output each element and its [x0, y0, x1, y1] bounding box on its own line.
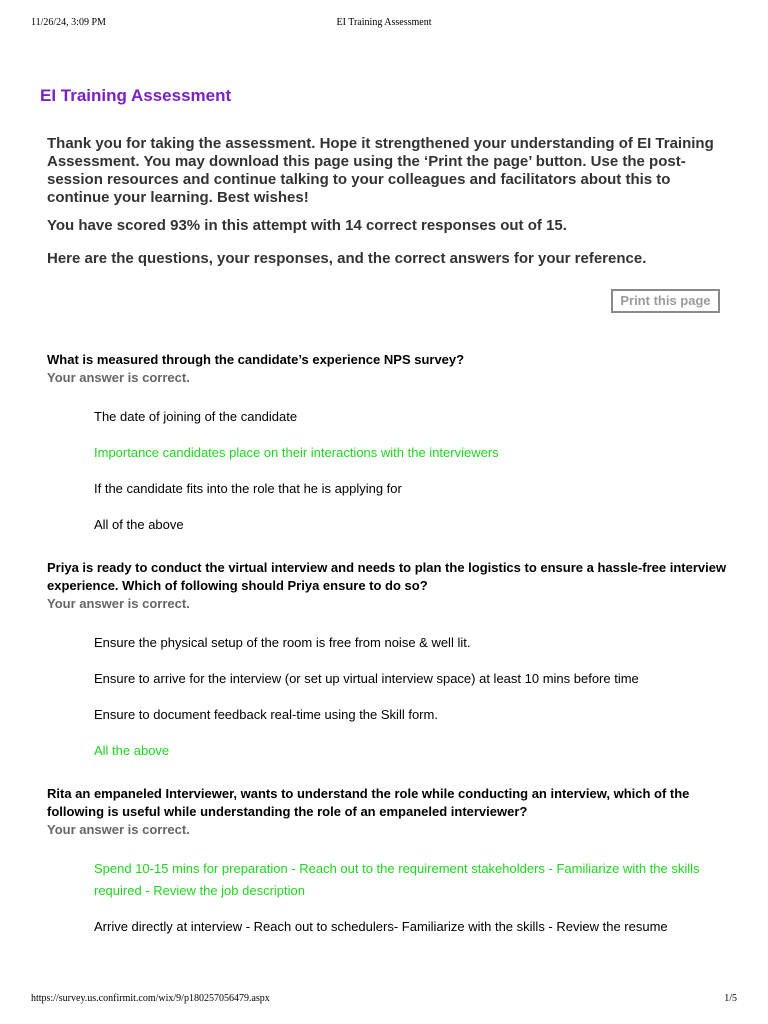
- answer-option: All of the above: [94, 517, 184, 532]
- answer-option-correct: All the above: [94, 743, 170, 758]
- question-text: Rita an empaneled Interviewer, wants to understand the role while conducting an interview, which of the following is useful while understanding the role of an empaneled interviewer?: [47, 786, 690, 819]
- intro-section: [47, 135, 729, 268]
- page-url: https://survey.us.confirmit.com/wix/9/p180257056479.aspx: [31, 993, 270, 1004]
- page-title: EI Training Assessment: [40, 86, 232, 105]
- question-1: [47, 351, 737, 550]
- question-text: What is measured through the candidate’s experience NPS survey?: [47, 352, 465, 367]
- answer-result: Your answer is correct.: [47, 370, 190, 385]
- answer-option-correct: Importance candidates place on their interactions with the interviewers: [94, 445, 499, 460]
- answer-result: Your answer is correct.: [47, 596, 190, 611]
- answer-option: The date of joining of the candidate: [94, 409, 298, 424]
- answer-option: Arrive directly at interview - Reach out to schedulers- Familiarize with the skills - Review the resume: [94, 919, 668, 934]
- answer-option: Ensure the physical setup of the room is free from noise & well lit.: [94, 635, 471, 650]
- answer-options: [94, 406, 737, 536]
- answer-option: If the candidate fits into the role that he is applying for: [94, 481, 402, 496]
- print-header: [31, 17, 737, 31]
- print-page-button[interactable]: Print this page: [611, 289, 720, 313]
- thank-you-message: Thank you for taking the assessment. Hope it strengthened your understanding of EI Training Assessment. You may download this page using the ‘Print the page’ button. Use the post-session resources and continue talking to your colleagues and facilitators about this to continue your learning. Best wishes!: [47, 135, 714, 206]
- answer-options: [94, 632, 737, 762]
- answer-option: Ensure to arrive for the interview (or set up virtual interview space) at least 10 mins before time: [94, 671, 639, 686]
- answer-option: Ensure to document feedback real-time using the Skill form.: [94, 707, 438, 722]
- question-text: Priya is ready to conduct the virtual interview and needs to plan the logistics to ensure a hassle-free interview experience. Which of following should Priya ensure to do so?: [47, 560, 727, 593]
- question-2: [47, 559, 737, 776]
- score-summary: You have scored 93% in this attempt with 14 correct responses out of 15.: [47, 217, 567, 234]
- answer-result: Your answer is correct.: [47, 822, 190, 837]
- print-datetime: 11/26/24, 3:09 PM: [31, 17, 106, 28]
- answer-options: [94, 858, 737, 938]
- print-doc-title: EI Training Assessment: [336, 17, 432, 28]
- question-3: [47, 785, 737, 952]
- print-footer: [31, 993, 737, 1007]
- answer-option-correct: Spend 10-15 mins for preparation - Reach out to the requirement stakeholders - Familiarize with the skills required - Review the job description: [94, 861, 700, 898]
- page-number: 1/5: [724, 993, 737, 1004]
- reference-note: Here are the questions, your responses, and the correct answers for your reference.: [47, 250, 647, 267]
